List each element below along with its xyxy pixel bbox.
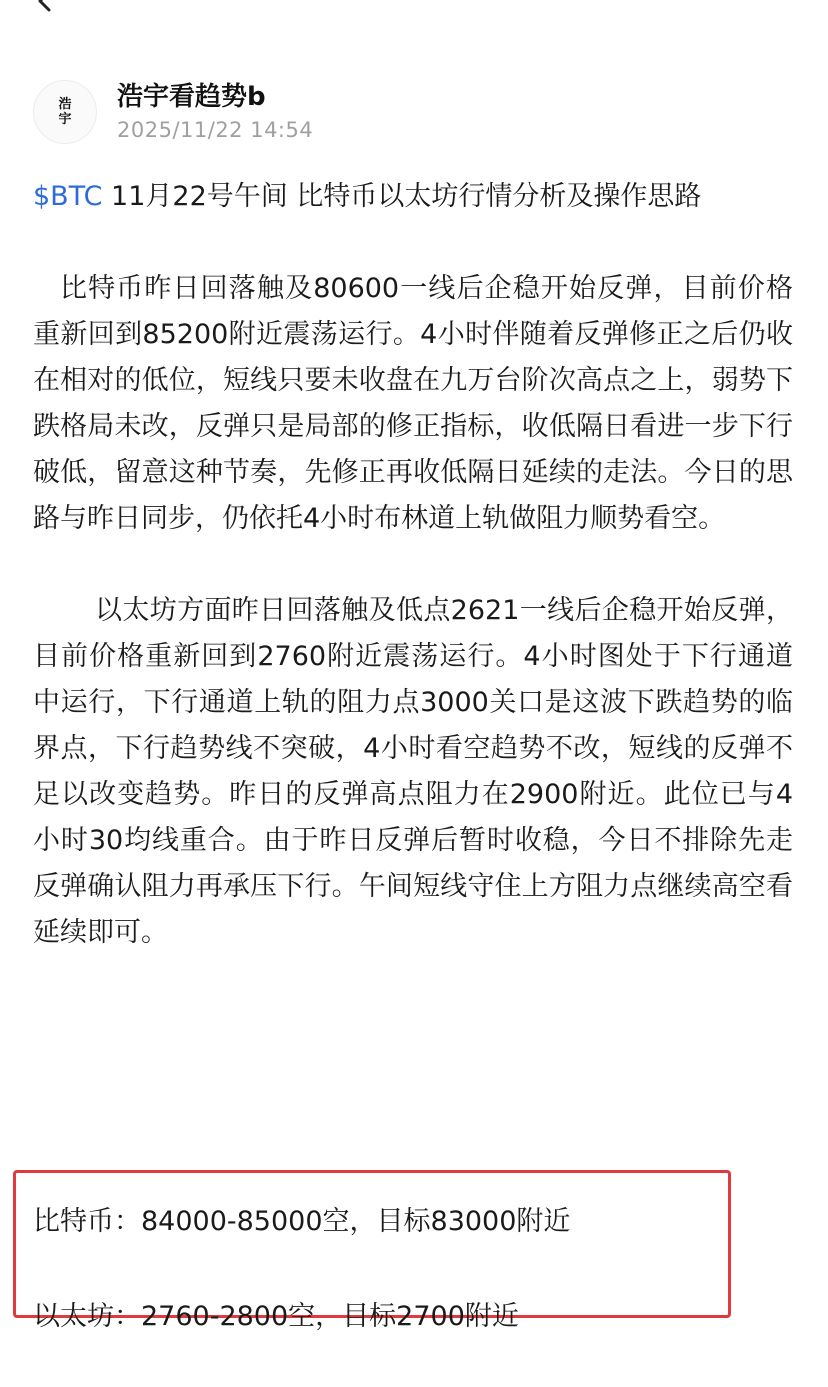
avatar[interactable]: [33, 80, 97, 144]
post-title: [33, 174, 793, 220]
eth-analysis-paragraph: 以太坊方面昨日回落触及低点2621一线后企稳开始反弹，目前价格重新回到2760附近震荡运行。4小时图处于下行通道中运行，下行通道上轨的阻力点3000关口是这波下跌趋势的临界点，下行趋势线不突破，4小时看空趋势不改，短线的反弹不足以改变趋势。昨日的反弹高点阻力在2900附近。此位已与4小时30均线重合。由于昨日反弹后暂时收稳，今日不排除先走反弹确认阻力再承压下行。午间短线守住上方阻力点继续高空看延续即可。: [33, 595, 793, 948]
strategy-highlight-box: [13, 1170, 731, 1318]
post-title-text: 11月22号午间 比特币以太坊行情分析及操作思路: [102, 181, 702, 212]
author-header: [33, 76, 808, 146]
eth-strategy: 以太坊：2760-2800空，目标2700附近: [33, 1301, 519, 1332]
post-body: [33, 174, 793, 956]
post-timestamp: 2025/11/22 14:54: [117, 118, 314, 142]
btc-strategy: 比特币：84000-85000空，目标83000附近: [33, 1206, 571, 1237]
author-name[interactable]: 浩宇看趋势b: [117, 82, 266, 112]
avatar-text: 浩宇: [58, 97, 72, 127]
back-arrow-icon[interactable]: [34, 0, 56, 12]
ticker-link[interactable]: $BTC: [33, 181, 103, 212]
btc-analysis-paragraph: 比特币昨日回落触及80600一线后企稳开始反弹，目前价格重新回到85200附近震荡运行。4小时伴随着反弹修正之后仍收在相对的低位，短线只要未收盘在九万台阶次高点之上，弱势下跌格局未改，反弹只是局部的修正指标，收低隔日看进一步下行破低，留意这种节奏，先修正再收低隔日延续的走法。今日的思路与昨日同步，仍依托4小时布林道上轨做阻力顺势看空。: [33, 273, 793, 534]
